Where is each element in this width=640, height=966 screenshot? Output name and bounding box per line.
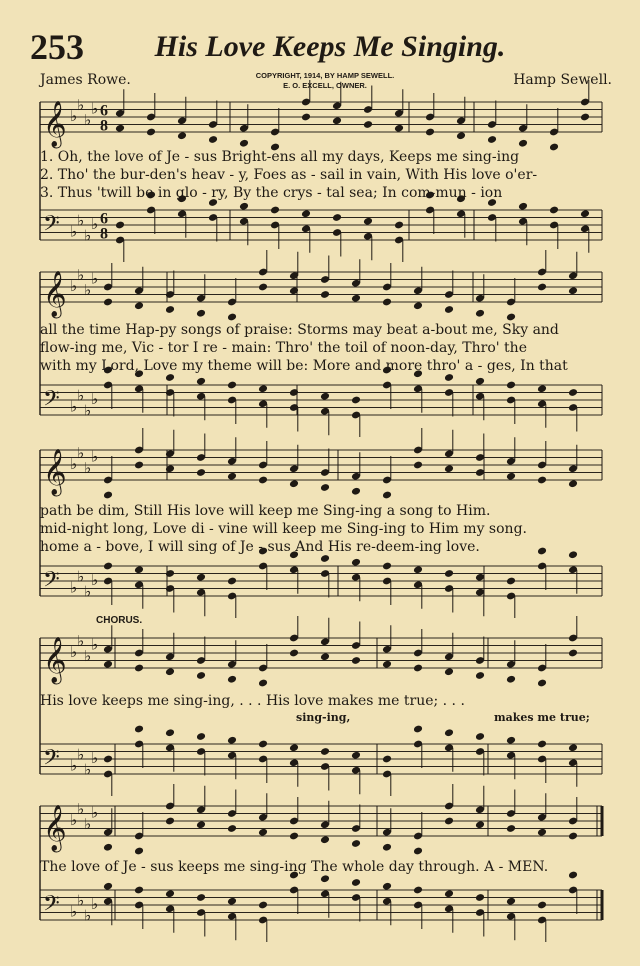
note-head: [506, 897, 516, 906]
note-head: [475, 671, 485, 680]
chorus-label: CHORUS.: [96, 615, 143, 626]
note-head: [506, 472, 516, 481]
flat-sign-icon: ♭: [91, 99, 99, 118]
note-head: [444, 889, 454, 898]
bass-clef-icon: 𝄢: [43, 211, 60, 242]
note-head: [413, 565, 423, 574]
bass-clef-icon: 𝄢: [43, 567, 60, 598]
note-head: [134, 565, 144, 574]
flat-sign-icon: ♭: [91, 803, 99, 822]
note-head: [382, 491, 392, 500]
note-head: [165, 728, 175, 737]
note-head: [134, 301, 144, 310]
flat-sign-icon: ♭: [70, 756, 78, 775]
note-head: [568, 743, 578, 752]
note-head: [196, 468, 206, 477]
note-head: [227, 472, 237, 481]
bass-clef-icon: 𝄢: [43, 891, 60, 922]
flat-sign-icon: ♭: [70, 643, 78, 661]
note-head: [320, 835, 330, 844]
note-head: [351, 396, 361, 405]
note-head: [382, 755, 392, 764]
note-head: [363, 217, 373, 226]
bass-staff: [40, 547, 602, 618]
note-head: [177, 131, 187, 140]
flat-sign-icon: ♭: [84, 814, 92, 833]
note-head: [227, 824, 237, 833]
note-head: [475, 309, 485, 318]
note-head: [537, 384, 547, 393]
note-head: [258, 384, 268, 393]
note-head: [475, 377, 485, 386]
note-head: [475, 732, 485, 741]
note-head: [332, 116, 342, 125]
note-head: [444, 305, 454, 314]
note-head: [320, 290, 330, 299]
chorus-lyrics-1: [40, 692, 610, 710]
echo-lyric: makes me true;: [494, 711, 590, 724]
note-head: [289, 388, 299, 397]
note-head: [258, 476, 268, 485]
note-head: [289, 832, 299, 841]
note-head: [518, 202, 528, 211]
note-head: [487, 135, 497, 144]
note-head: [444, 817, 454, 826]
note-head: [165, 569, 175, 578]
lyricist: James Rowe.: [40, 72, 131, 88]
note-head: [351, 294, 361, 303]
lyric-line: home a - bove, I will sing of Je - sus And His re-deem-ing love.: [40, 539, 480, 555]
note-head: [258, 828, 268, 837]
lyrics-system-3: [40, 502, 610, 556]
treble-staff: [40, 616, 602, 687]
note-head: [196, 309, 206, 318]
note-head: [537, 828, 547, 837]
note-head: [537, 476, 547, 485]
note-head: [165, 305, 175, 314]
note-head: [289, 649, 299, 658]
note-head: [394, 124, 404, 133]
note-head: [103, 491, 113, 500]
flat-sign-icon: ♭: [77, 95, 85, 114]
note-head: [320, 652, 330, 661]
note-head: [196, 671, 206, 680]
flat-sign-icon: ♭: [84, 458, 92, 477]
flat-sign-icon: ♭: [70, 578, 78, 597]
lyrics-system-2: [40, 321, 610, 375]
note-head: [456, 131, 466, 140]
note-head: [196, 732, 206, 741]
note-head: [320, 747, 330, 756]
note-head: [351, 878, 361, 887]
lyric-line: mid-night long, Love di - vine will keep me Sing-ing to Him my song.: [40, 521, 527, 537]
note-head: [165, 817, 175, 826]
note-head: [351, 487, 361, 496]
note-head: [394, 221, 404, 230]
flat-sign-icon: ♭: [84, 760, 92, 779]
note-head: [134, 664, 144, 673]
note-head: [351, 558, 361, 567]
flat-sign-icon: ♭: [84, 582, 92, 601]
lyric-line: path be dim, Still His love will keep me Sing-ing a song to Him.: [40, 503, 491, 519]
note-head: [382, 843, 392, 852]
flat-sign-icon: ♭: [77, 567, 85, 586]
lyric-line: with my Lord, Love my theme will be: More and more thro' a - ges, In that: [40, 358, 568, 374]
flat-sign-icon: ♭: [91, 895, 99, 913]
treble-staff: [40, 250, 602, 321]
note-head: [103, 882, 113, 891]
flat-sign-icon: ♭: [84, 226, 92, 245]
note-head: [580, 209, 590, 218]
note-head: [134, 725, 144, 734]
flat-sign-icon: ♭: [77, 891, 85, 910]
flat-sign-icon: ♭: [91, 635, 99, 654]
hymn-title: His Love Keeps Me Singing.: [154, 30, 506, 63]
note-head: [289, 286, 299, 295]
note-head: [351, 751, 361, 760]
note-head: [134, 847, 144, 856]
note-head: [413, 664, 423, 673]
note-head: [301, 113, 311, 122]
note-head: [227, 577, 237, 586]
note-head: [332, 213, 342, 222]
note-head: [351, 839, 361, 848]
flat-sign-icon: ♭: [70, 902, 78, 921]
flat-sign-icon: ♭: [77, 631, 85, 650]
note-head: [115, 221, 125, 230]
note-head: [382, 298, 392, 307]
note-head: [258, 283, 268, 292]
flat-sign-icon: ♭: [84, 646, 92, 665]
note-head: [506, 824, 516, 833]
note-head: [506, 675, 516, 684]
note-head: [289, 743, 299, 752]
note-head: [413, 886, 423, 895]
bass-clef-icon: 𝄢: [43, 745, 60, 776]
note-head: [413, 461, 423, 470]
echo-lyric: sing-ing,: [296, 711, 351, 724]
note-head: [196, 573, 206, 582]
note-head: [146, 128, 156, 137]
note-head: [506, 577, 516, 586]
flat-sign-icon: ♭: [77, 211, 85, 230]
note-head: [580, 113, 590, 122]
note-head: [165, 464, 175, 473]
note-head: [568, 286, 578, 295]
note-head: [239, 139, 249, 148]
copyright-line: COPYRIGHT, 1914, BY HAMP SEWELL.: [255, 71, 395, 80]
note-head: [165, 667, 175, 676]
note-head: [289, 479, 299, 488]
note-head: [413, 725, 423, 734]
note-head: [165, 889, 175, 898]
note-head: [537, 283, 547, 292]
note-head: [382, 882, 392, 891]
lyric-line: The love of Je - sus keeps me sing-ing The whole day through. A - MEN.: [40, 859, 549, 875]
note-head: [506, 381, 516, 390]
time-signature-digit: 6: [100, 210, 108, 228]
note-head: [320, 392, 330, 401]
note-head: [475, 820, 485, 829]
composer: Hamp Sewell.: [513, 72, 612, 88]
treble-clef-icon: 𝄞: [43, 805, 67, 851]
flat-sign-icon: ♭: [91, 447, 99, 466]
note-head: [425, 128, 435, 137]
note-head: [239, 202, 249, 211]
flat-sign-icon: ♭: [70, 455, 78, 473]
bass-staff: [40, 366, 602, 437]
note-head: [196, 820, 206, 829]
time-signature-digit: 8: [100, 117, 108, 135]
flat-sign-icon: ♭: [84, 906, 92, 925]
flat-sign-icon: ♭: [77, 443, 85, 462]
note-head: [444, 464, 454, 473]
flat-sign-icon: ♭: [70, 222, 78, 241]
note-head: [227, 736, 237, 745]
treble-staff: [40, 428, 602, 499]
note-head: [351, 656, 361, 665]
note-head: [227, 675, 237, 684]
note-head: [103, 660, 113, 669]
note-head: [537, 679, 547, 688]
flat-sign-icon: ♭: [77, 386, 85, 405]
flat-sign-icon: ♭: [91, 269, 99, 288]
note-head: [134, 886, 144, 895]
flat-sign-icon: ♭: [84, 280, 92, 299]
note-head: [444, 569, 454, 578]
note-head: [413, 301, 423, 310]
note-head: [196, 377, 206, 386]
note-head: [196, 893, 206, 902]
chorus-lyrics-2: [40, 858, 610, 876]
treble-staff: [40, 784, 602, 855]
note-head: [549, 206, 559, 215]
flat-sign-icon: ♭: [77, 745, 85, 764]
bass-clef-icon: 𝄢: [43, 386, 60, 417]
note-head: [320, 483, 330, 492]
time-signature-digit: 8: [100, 225, 108, 243]
note-head: [103, 562, 113, 571]
lyric-line: 1. Oh, the love of Je - sus Bright-ens all my days, Keeps me sing-ing: [40, 149, 520, 165]
note-head: [301, 209, 311, 218]
flat-sign-icon: ♭: [70, 277, 78, 295]
copyright-owner: E. O. EXCELL, OWNER.: [283, 81, 367, 90]
treble-clef-icon: 𝄞: [43, 101, 67, 147]
lyric-line: His love keeps me sing-ing, . . . His love makes me true; . . .: [40, 693, 465, 709]
flat-sign-icon: ♭: [77, 265, 85, 284]
flat-sign-icon: ♭: [91, 215, 99, 233]
note-head: [227, 381, 237, 390]
note-head: [103, 843, 113, 852]
note-head: [382, 660, 392, 669]
treble-clef-icon: 𝄞: [43, 449, 67, 495]
note-head: [270, 206, 280, 215]
flat-sign-icon: ♭: [91, 571, 99, 589]
lyric-line: 3. Thus 'twill be in glo - ry, By the crys - tal sea; In com-mun - ion: [40, 185, 503, 201]
treble-staff: [40, 80, 602, 151]
note-head: [208, 135, 218, 144]
note-head: [258, 679, 268, 688]
lyric-line: flow-ing me, Vic - tor I re - main: Thro' the toil of noon-day, Thro' the: [40, 340, 527, 356]
note-head: [103, 298, 113, 307]
time-signature-digit: 6: [100, 102, 108, 120]
note-head: [475, 893, 485, 902]
bass-staff: [40, 871, 602, 942]
note-head: [413, 847, 423, 856]
flat-sign-icon: ♭: [84, 401, 92, 420]
note-head: [115, 124, 125, 133]
note-head: [134, 461, 144, 470]
note-head: [568, 388, 578, 397]
flat-sign-icon: ♭: [70, 811, 78, 829]
flat-sign-icon: ♭: [91, 749, 99, 767]
note-head: [537, 901, 547, 910]
treble-clef-icon: 𝄞: [43, 637, 67, 683]
lyrics-system-1: [40, 148, 610, 202]
hymn-number: 253: [30, 27, 84, 67]
note-head: [227, 897, 237, 906]
flat-sign-icon: ♭: [77, 799, 85, 818]
note-head: [568, 832, 578, 841]
treble-clef-icon: 𝄞: [43, 271, 67, 317]
flat-sign-icon: ♭: [84, 110, 92, 129]
note-head: [506, 736, 516, 745]
note-head: [363, 120, 373, 129]
flat-sign-icon: ♭: [91, 390, 99, 408]
note-head: [444, 667, 454, 676]
flat-sign-icon: ♭: [70, 397, 78, 416]
note-head: [518, 139, 528, 148]
note-head: [382, 562, 392, 571]
lyric-line: all the time Hap-py songs of praise: Storms may beat a-bout me, Sky and: [40, 322, 559, 338]
note-head: [258, 740, 268, 749]
note-head: [258, 901, 268, 910]
note-head: [444, 728, 454, 737]
note-head: [537, 740, 547, 749]
note-head: [103, 755, 113, 764]
note-head: [568, 479, 578, 488]
note-head: [568, 649, 578, 658]
flat-sign-icon: ♭: [70, 107, 78, 125]
lyric-line: 2. Tho' the bur-den's heav - y, Foes as - sail in vain, With His love o'er-: [40, 167, 538, 183]
